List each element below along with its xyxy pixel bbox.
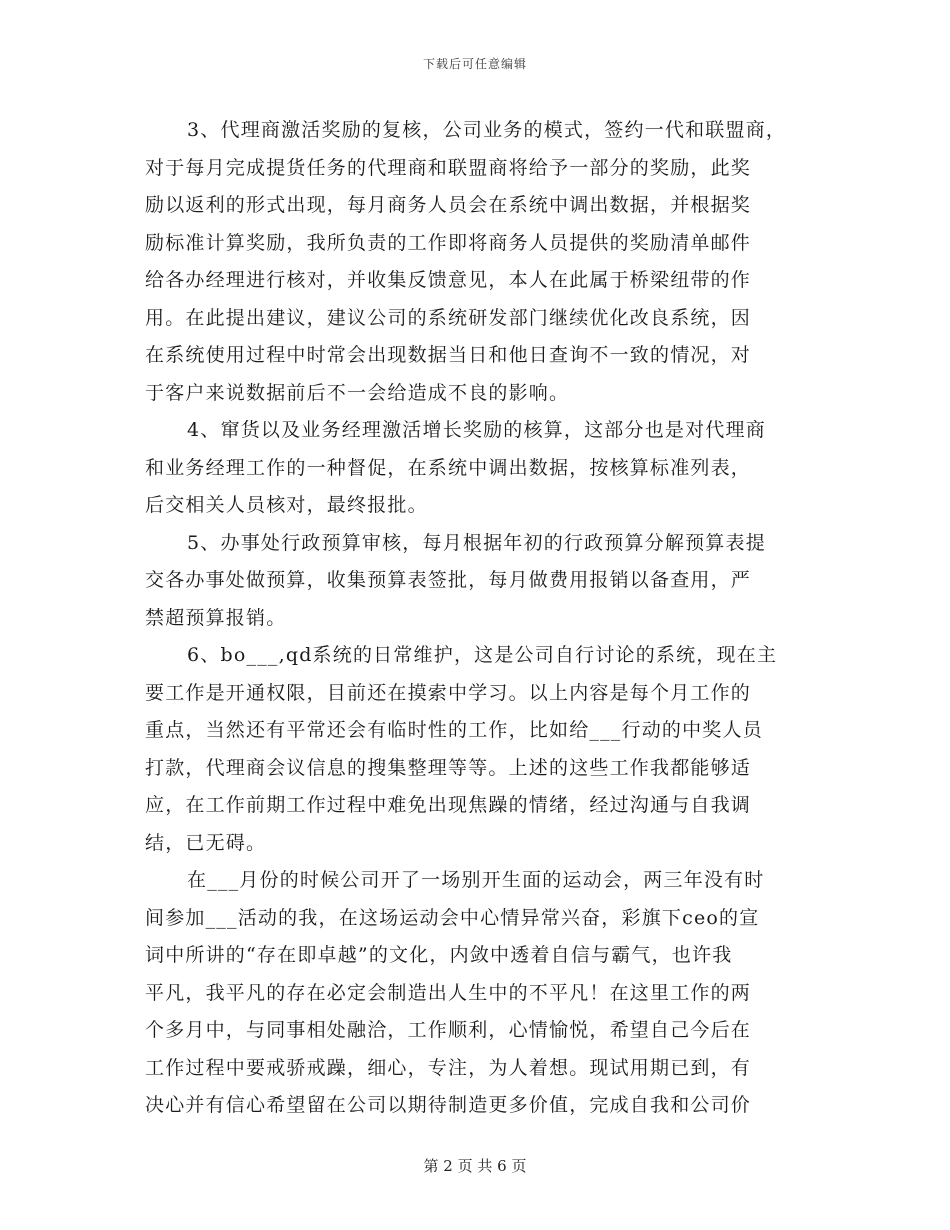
text-line: 交各办事处做预算，收集预算表签批，每月做费用报销以备查用，严 — [145, 569, 752, 591]
document-body — [145, 112, 805, 1125]
paragraph-item-4 — [145, 412, 805, 525]
paragraph-item-5 — [145, 525, 805, 638]
paragraph-item-3 — [145, 112, 805, 412]
text-line: 重点，当然还有平常还会有临时性的工作，比如给___行动的中奖人员 — [145, 719, 763, 741]
text-line: 打款，代理商会议信息的搜集整理等等。上述的这些工作我都能够适 — [145, 756, 752, 779]
text-line: 于客户来说数据前后不一会给造成不良的影响。 — [145, 381, 570, 404]
page-number-footer: 第 2 页 共 6 页 — [423, 1157, 527, 1175]
text-line: 对于每月完成提货任务的代理商和联盟商将给予一部分的奖励，此奖 — [145, 156, 752, 179]
page-header: 下载后可任意编辑 — [422, 57, 527, 71]
text-line: 应，在工作前期工作过程中难免出现焦躁的情绪，经过沟通与自我调 — [145, 794, 752, 816]
text-line: 给各办经理进行核对，并收集反馈意见，本人在此属于桥梁纽带的作 — [145, 269, 752, 291]
text-line: 个多月中，与同事相处融洽，工作顺利，心情愉悦，希望自己今后在 — [145, 1019, 752, 1041]
text-line: 间参加___活动的我，在这场运动会中心情异常兴奋，彩旗下ceo的宣 — [145, 906, 760, 929]
text-line: 和业务经理工作的一种督促，在系统中调出数据，按核算标准列表， — [145, 456, 752, 479]
text-line: 励以返利的形式出现，每月商务人员会在系统中调出数据，并根据奖 — [145, 194, 752, 216]
text-line: 要工作是开通权限，目前还在摸索中学习。以上内容是每个月工作的 — [145, 681, 752, 704]
text-line: 平凡，我平凡的存在必定会制造出人生中的不平凡！在这里工作的两 — [145, 981, 752, 1004]
text-line: 用。在此提出建议，建议公司的系统研发部门继续优化改良系统，因 — [145, 306, 752, 329]
paragraph-summary — [145, 862, 805, 1125]
text-line: 词中所讲的“存在即卓越”的文化，内敛中透着自信与霸气，也许我 — [145, 944, 733, 966]
text-line: 励标准计算奖励，我所负责的工作即将商务人员提供的奖励清单邮件 — [145, 231, 752, 254]
text-line: 6、bo___,qd系统的日常维护，这是公司自行讨论的系统，现在主 — [187, 644, 778, 666]
text-line: 3、代理商激活奖励的复核，公司业务的模式，签约一代和联盟商， — [187, 119, 787, 141]
paragraph-item-6 — [145, 637, 805, 862]
text-line: 5、办事处行政预算审核，每月根据年初的行政预算分解预算表提 — [187, 531, 766, 554]
text-line: 工作过程中要戒骄戒躁，细心，专注，为人着想。现试用期已到，有 — [145, 1056, 752, 1079]
text-line: 在系统使用过程中时常会出现数据当日和他日查询不一致的情况，对 — [145, 344, 752, 366]
text-line: 在___月份的时候公司开了一场别开生面的运动会，两三年没有时 — [187, 869, 765, 891]
text-line: 禁超预算报销。 — [145, 606, 287, 629]
text-line: 决心并有信心希望留在公司以期待制造更多价值，完成自我和公司价 — [145, 1094, 752, 1116]
text-line: 后交相关人员核对，最终报批。 — [145, 494, 428, 516]
text-line: 4、窜货以及业务经理激活增长奖励的核算，这部分也是对代理商 — [187, 419, 766, 441]
text-line: 结，已无碍。 — [145, 831, 267, 854]
